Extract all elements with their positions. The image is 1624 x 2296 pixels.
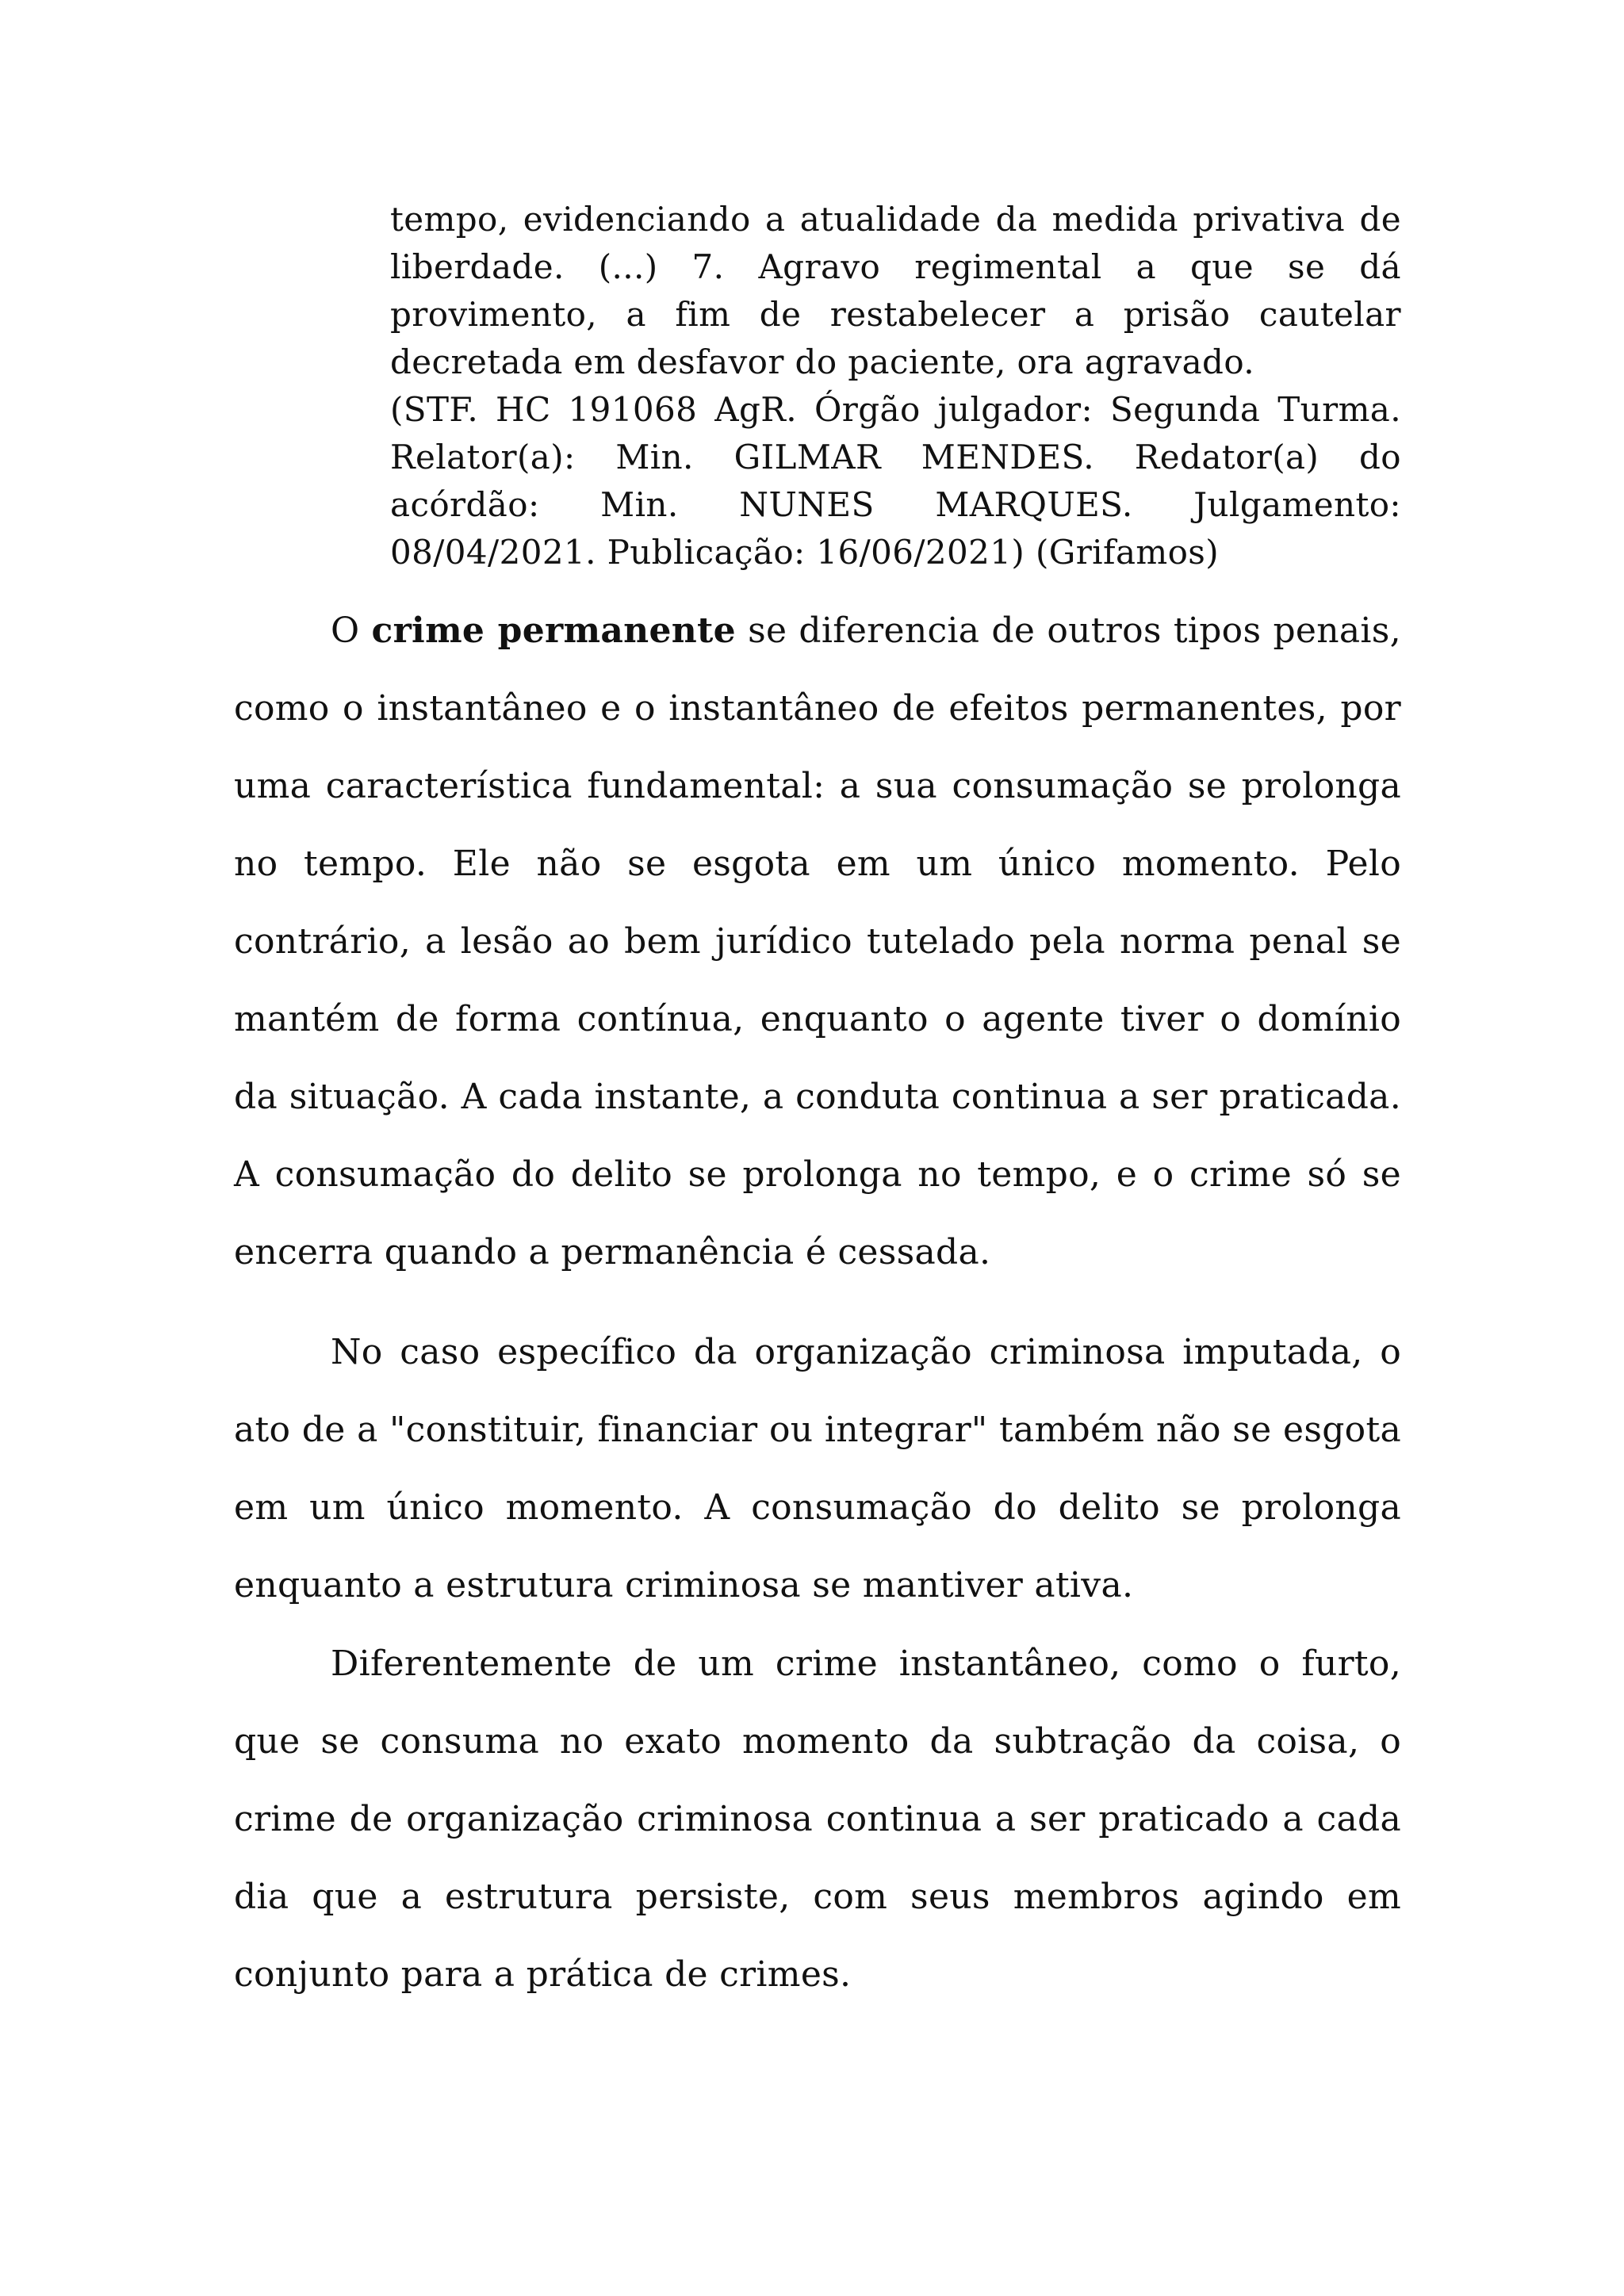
paragraph-2: No caso específico da organização criminosa imputada, o ato de a "constituir, financiar ou integrar" também não se esgota em um único momento. A consumação do delito se prolonga enquanto a estrutura criminosa se mantiver ativa. <box>234 1332 1401 1605</box>
paragraph-3: Diferentemente de um crime instantâneo, como o furto, que se consuma no exato momento da subtração da coisa, o crime de organização criminosa continua a ser praticado a cada dia que a estrutura persiste, com seus membros agindo em conjunto para a prática de crimes. <box>234 1644 1401 1995</box>
bold-term: crime permanente <box>371 610 736 651</box>
block-quote <box>390 196 1401 576</box>
paragraph-crime-permanente <box>234 592 1401 1292</box>
quote-citation: (STF. HC 191068 AgR. Órgão julgador: Segunda Turma. Relator(a): Min. GILMAR MENDES. Redator(a) do acórdão: Min. NUNES MARQUES. Julgamento: 08/04/2021. Publicação: 16/06/2021) (Grifamos) <box>390 390 1401 572</box>
paragraph-1-text: se diferencia de outros tipos penais, como o instantâneo e o instantâneo de efeitos permanentes, por uma característica fundamental: a sua consumação se prolonga no tempo. Ele não se esgota em um único momento. Pelo contrário, a lesão ao bem jurídico tutelado pela norma penal se mantém de forma contínua, enquanto o agente tiver o domínio da situação. A cada instante, a conduta continua a ser praticada. A consumação do delito se prolonga no tempo, e o crime só se encerra quando a permanência é cessada. <box>234 610 1401 1272</box>
paragraph-diferentemente <box>234 1625 1401 2014</box>
paragraph-1 <box>234 592 1401 1292</box>
paragraph-1-prefix: O <box>331 610 372 651</box>
quote-text: tempo, evidenciando a atualidade da medida privativa de liberdade. (...) 7. Agravo regimental a que se dá provimento, a fim de restabelecer a prisão cautelar decretada em desfavor do paciente, ora agravado. <box>390 200 1401 381</box>
paragraph-caso-especifico <box>234 1314 1401 1624</box>
